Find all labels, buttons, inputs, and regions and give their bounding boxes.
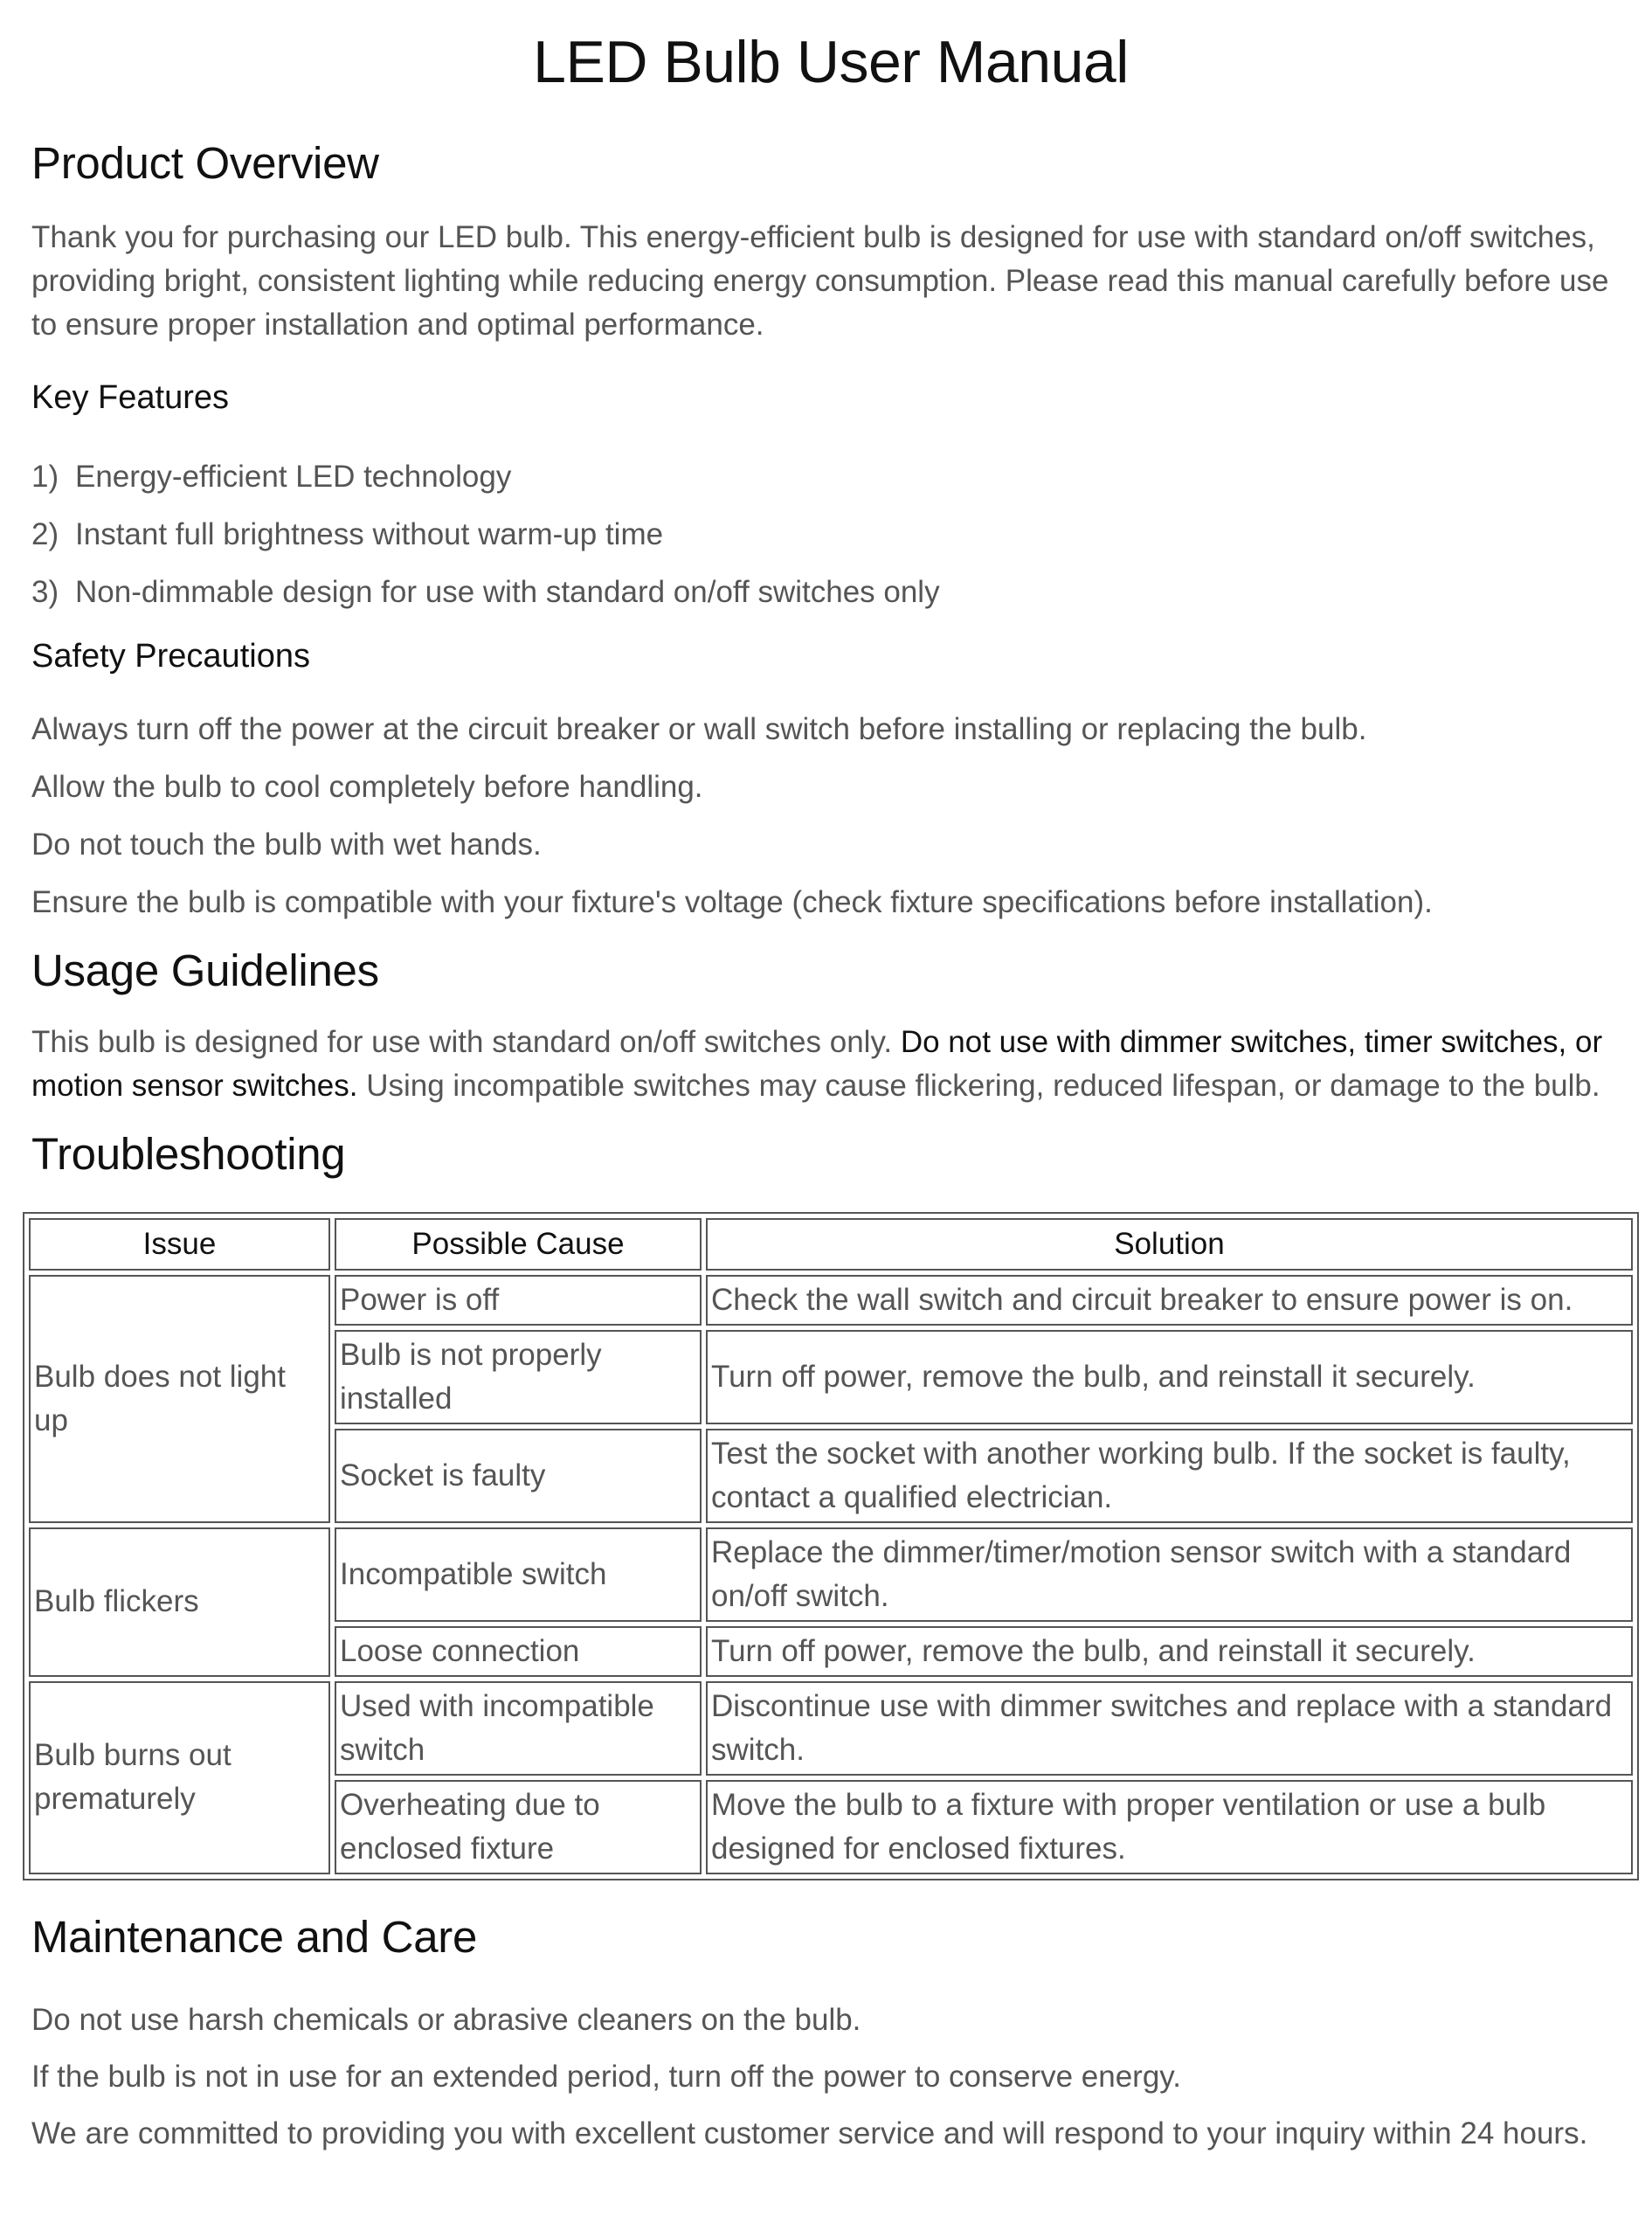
overview-text: Thank you for purchasing our LED bulb. This energy-efficient bulb is designed for use with standard on/off switches, providing bright, consistent lighting while reducing energy consumption. Please read this manual carefully before use to ensure proper installation and optimal performance. [31,220,1609,343]
cause-cell: Bulb is not properly installed [335,1330,702,1424]
safety-item: Allow the bulb to cool completely before handling. [31,770,703,805]
column-header-solution: Solution [706,1218,1633,1271]
list-text: Non-dimmable design for use with standard on/off switches only [75,574,940,609]
maintenance-list [31,1998,1630,2156]
overview-heading: Product Overview [31,138,379,188]
list-item [31,455,1630,499]
solution-cell: Replace the dimmer/timer/motion sensor switch with a standard on/off switch. [706,1527,1633,1622]
troubleshooting-heading: Troubleshooting [31,1128,346,1179]
features-heading: Key Features [31,379,229,417]
solution-cell: Test the socket with another working bulb. If the socket is faulty, contact a qualified electrician. [706,1429,1633,1523]
cause-cell: Socket is faulty [335,1429,702,1523]
list-text: Energy-efficient LED technology [75,459,512,494]
list-number: 2) [31,516,59,551]
cause-cell: Incompatible switch [335,1527,702,1622]
usage-text [31,1021,1630,1108]
issue-cell: Bulb does not light up [29,1275,330,1523]
maintenance-item: Do not use harsh chemicals or abrasive cleaners on the bulb. [31,2002,861,2037]
list-item [31,513,1630,557]
table-row [29,1527,1633,1622]
cause-cell: Power is off [335,1275,702,1326]
usage-text-start: This bulb is designed for use with standard on/off switches only. [31,1024,901,1059]
cause-cell: Used with incompatible switch [335,1681,702,1776]
cause-cell: Overheating due to enclosed fixture [335,1780,702,1874]
list-text: Instant full brightness without warm-up time [75,516,664,551]
maintenance-heading: Maintenance and Care [31,1911,478,1962]
cause-cell: Loose connection [335,1626,702,1677]
list-number: 3) [31,574,59,609]
safety-item: Ensure the bulb is compatible with your fixture's voltage (check fixture specifications before installation). [31,885,1433,920]
troubleshooting-table [23,1212,1639,1880]
safety-item: Do not touch the bulb with wet hands. [31,828,542,862]
maintenance-item: If the bulb is not in use for an extended period, turn off the power to conserve energy. [31,2059,1181,2094]
safety-list [31,708,1630,925]
usage-text-end: Using incompatible switches may cause flickering, reduced lifespan, or damage to the bulb. [357,1068,1600,1103]
column-header-cause: Possible Cause [335,1218,702,1271]
usage-heading: Usage Guidelines [31,945,379,996]
table-header-row [29,1218,1633,1271]
solution-cell: Move the bulb to a fixture with proper ventilation or use a bulb designed for enclosed fixtures. [706,1780,1633,1874]
issue-cell: Bulb flickers [29,1527,330,1677]
table-row [29,1275,1633,1326]
solution-cell: Check the wall switch and circuit breaker to ensure power is on. [706,1275,1633,1326]
maintenance-item: We are committed to providing you with excellent customer service and will respond to your inquiry within 24 hours. [31,2116,1588,2150]
solution-cell: Turn off power, remove the bulb, and reinstall it securely. [706,1626,1633,1677]
safety-heading: Safety Precautions [31,637,310,675]
list-item [31,571,1630,614]
features-list [31,455,1630,614]
solution-cell: Discontinue use with dimmer switches and replace with a standard switch. [706,1681,1633,1776]
list-number: 1) [31,459,59,494]
issue-cell: Bulb burns out prematurely [29,1681,330,1874]
safety-item: Always turn off the power at the circuit breaker or wall switch before installing or replacing the bulb. [31,712,1367,747]
table-row [29,1681,1633,1776]
page-title: LED Bulb User Manual [533,29,1129,95]
column-header-issue: Issue [29,1218,330,1271]
solution-cell: Turn off power, remove the bulb, and reinstall it securely. [706,1330,1633,1424]
document-page [31,0,1630,2169]
usage-warning: Do not use with dimmer switches, timer switches, or motion sensor switches. [31,1024,1603,1103]
